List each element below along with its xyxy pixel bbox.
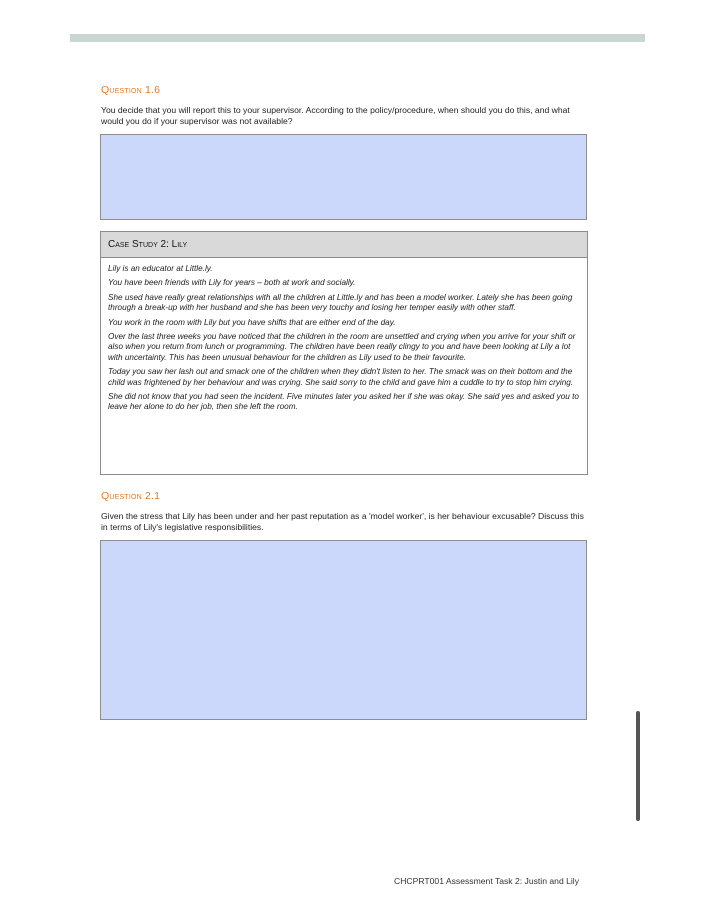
question-1-6-heading: Question 1.6 bbox=[101, 84, 161, 96]
scrollbar-thumb[interactable] bbox=[636, 711, 640, 821]
page-footer: CHCPRT001 Assessment Task 2: Justin and Lily bbox=[394, 876, 580, 886]
case-study-title: Case Study 2: Lily bbox=[101, 232, 587, 258]
case-paragraph: Lily is an educator at Little.ly. bbox=[108, 264, 213, 273]
question-1-6-answer-field[interactable] bbox=[100, 134, 587, 220]
case-study-box bbox=[100, 231, 588, 475]
case-paragraph: She did not know that you had seen the incident. Five minutes later you asked her if she was okay. She said yes and asked you to leave her alone to do her job, then she left the room. bbox=[108, 392, 579, 412]
case-paragraph: She used have really great relationships with all the children at Little.ly and has been a model worker. Lately she has been going through a break-up with her husband and she has been very touchy and losing her temper easily with other staff. bbox=[108, 292, 573, 313]
case-study-body bbox=[101, 258, 587, 413]
question-1-6-prompt: You decide that you will report this to your supervisor. According to the policy/procedure, when should you do this, and what would you do if your supervisor was not available? bbox=[101, 105, 570, 126]
question-2-1-heading: Question 2.1 bbox=[101, 490, 161, 502]
case-paragraph: Over the last three weeks you have noticed that the children in the room are unsettled and crying when you arrive for your shift or also when you return from lunch or programming. The children have been really clingy to you and have been looking at Lily a lot with uncertainty. This has been unusual behaviour for the children as Lily used to be their favourite. bbox=[108, 332, 576, 362]
case-paragraph: You have been friends with Lily for years – both at work and socially. bbox=[108, 278, 356, 288]
header-bar bbox=[70, 34, 645, 42]
question-2-1-answer-field[interactable] bbox=[100, 540, 587, 720]
case-paragraph: You work in the room with Lily but you have shifts that are either end of the day. bbox=[108, 317, 396, 327]
case-paragraph: Today you saw her lash out and smack one of the children when they didn't listen to her. The smack was on their bottom and the child was frightened by her behaviour and was crying. She said sorry to the child and gave him a cuddle to try to stop him crying. bbox=[108, 367, 574, 387]
question-2-1-prompt: Given the stress that Lily has been under and her past reputation as a 'model worker', is her behaviour excusable? Discuss this in terms of Lily's legislative responsibilities. bbox=[101, 511, 584, 532]
